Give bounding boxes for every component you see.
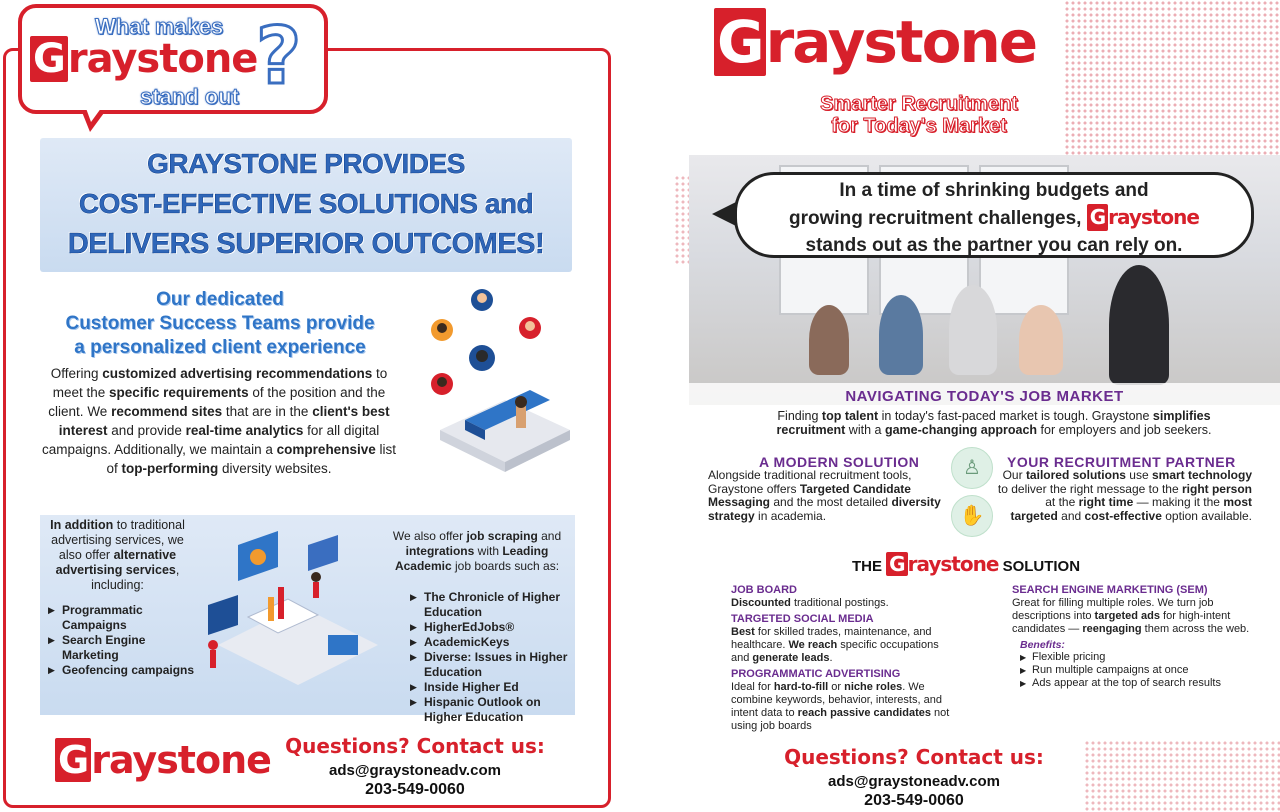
job-board-body xyxy=(731,597,956,610)
bold-text-run: Best xyxy=(731,626,755,638)
cs-heading-line-1: Our dedicated xyxy=(156,289,284,310)
bold-text-run: Discounted xyxy=(731,597,791,609)
text-run: to meet the xyxy=(52,366,388,400)
right-page xyxy=(634,0,1280,812)
text-run: — making it the xyxy=(1133,495,1224,509)
bold-text-run: diversity strategy xyxy=(708,495,941,523)
bold-text-run: tailored solutions xyxy=(1025,468,1126,482)
cs-heading-line-3: a personalized client experience xyxy=(74,337,366,358)
contact-block xyxy=(275,734,555,799)
nav-title: NAVIGATING TODAY'S JOB MARKET xyxy=(845,388,1124,405)
left-page xyxy=(0,0,628,812)
list-item: ▶ Programmatic Campaigns xyxy=(48,603,198,633)
list-item: ▶ Ads appear at the top of search results xyxy=(1020,677,1257,690)
modern-title: A MODERN SOLUTION xyxy=(759,454,920,470)
solution-heading: THE G raystone SOLUTION xyxy=(852,552,1081,576)
text-run: and the most detailed xyxy=(770,495,892,509)
nav-body xyxy=(744,409,1244,437)
bold-text-run: generate leads xyxy=(752,652,830,664)
text-run: Our xyxy=(1002,468,1026,482)
bold-text-run: integrations xyxy=(405,544,475,558)
text-run: Finding xyxy=(777,409,822,423)
text-run: diversity websites. xyxy=(218,461,332,476)
contact-email[interactable]: ads@graystoneadv.com xyxy=(329,762,501,779)
bold-text-run: customized advertising recommendations xyxy=(102,366,373,381)
text-run: use xyxy=(1125,468,1152,482)
banner-line-3: DELIVERS SUPERIOR OUTCOMES! xyxy=(67,228,545,260)
banner-line-1: GRAYSTONE PROVIDES xyxy=(147,148,465,179)
text-run: of the position and the client. We xyxy=(48,385,386,419)
text-run: for all digital campaigns. Additionally, we maintain a xyxy=(42,423,380,457)
alt-services-list xyxy=(48,603,198,678)
photo-person xyxy=(1109,265,1169,385)
text-run: with a xyxy=(845,423,885,437)
text-run: in today's fast-paced market is tough. Graystone xyxy=(878,409,1153,423)
benefits-list xyxy=(1020,651,1257,690)
list-item: ▶ HigherEdJobs® xyxy=(410,620,570,635)
text-run: to traditional advertising services, we also offer xyxy=(51,518,185,562)
bold-text-run: real-time analytics xyxy=(185,423,304,438)
bold-text-run: game-changing approach xyxy=(884,423,1038,437)
tagline xyxy=(769,93,1069,137)
job-boards-list xyxy=(410,590,570,725)
bubble-logo-text: raystone xyxy=(67,36,258,82)
banner-line-2: COST-EFFECTIVE SOLUTIONS and xyxy=(78,188,534,219)
sem-title: SEARCH ENGINE MARKETING (SEM) xyxy=(1012,584,1208,596)
cs-heading-line-2: Customer Success Teams provide xyxy=(65,313,375,334)
sem-body xyxy=(1012,597,1257,636)
text-run: or xyxy=(828,681,845,693)
right-contact-heading: Questions? Contact us: xyxy=(784,745,1044,769)
bubble-logo-text: raystone xyxy=(1108,205,1199,229)
list-item: ▶ Geofencing campaigns xyxy=(48,663,198,678)
list-item: ▶ Run multiple campaigns at once xyxy=(1020,664,1257,677)
bold-text-run: job scraping xyxy=(466,529,538,543)
analytics-illustration xyxy=(208,525,383,705)
text-run: and xyxy=(537,529,562,543)
text-run: . xyxy=(829,652,833,664)
alt-right-intro xyxy=(392,529,562,574)
solution-heading-post: SOLUTION xyxy=(1002,558,1081,575)
bold-text-run: niche roles xyxy=(844,681,903,693)
photo-person xyxy=(1019,305,1063,375)
photo-person xyxy=(809,305,849,375)
bold-text-run: reengaging xyxy=(1082,623,1142,635)
photo-person xyxy=(949,285,997,375)
text-run: and provide xyxy=(107,423,186,438)
solution-left-column xyxy=(731,584,956,733)
bold-text-run: specific requirements xyxy=(109,385,249,400)
right-logo-text: raystone xyxy=(765,8,1037,76)
right-contact-email[interactable]: ads@graystoneadv.com xyxy=(828,773,1000,790)
modern-body xyxy=(708,469,953,523)
bubble-pointer xyxy=(712,202,736,226)
bubble-text-line1: In a time of shrinking budgets and xyxy=(839,180,1149,201)
photo-person xyxy=(879,295,923,375)
cs-heading xyxy=(40,288,400,360)
cs-body-text xyxy=(36,364,402,478)
right-contact-phone[interactable]: 203-549-0060 xyxy=(864,792,964,809)
alt-intro-text xyxy=(40,518,195,593)
question-mark-icon: ? xyxy=(256,12,302,102)
bold-text-run: client's best interest xyxy=(58,404,390,438)
alternative-advertising-panel xyxy=(40,515,575,724)
right-contact-block xyxy=(764,745,1064,810)
text-run: . We combine keywords, behavior, interests, and intent data to xyxy=(731,681,942,719)
text-run: We also offer xyxy=(392,529,467,543)
right-logo: Graystone xyxy=(714,8,1036,76)
bold-text-run: top talent xyxy=(821,409,879,423)
list-item: ▶ Inside Higher Ed xyxy=(410,680,570,695)
bold-text-run: hard-to-fill xyxy=(773,681,829,693)
text-run: , including: xyxy=(91,563,180,592)
text-run: in academia. xyxy=(754,508,827,523)
text-run: for skilled trades, maintenance, and healthcare. xyxy=(731,626,932,651)
text-run: specific occupations and xyxy=(731,639,939,664)
handshake-icon: ✋ xyxy=(951,495,993,537)
programmatic-title: PROGRAMMATIC ADVERTISING xyxy=(731,668,901,680)
job-board-title: JOB BOARD xyxy=(731,584,798,596)
partner-body xyxy=(996,469,1252,523)
bubble-line3: stand out xyxy=(140,84,239,109)
headline-banner xyxy=(40,138,572,272)
footer-logo-text: raystone xyxy=(91,738,271,782)
bold-text-run: right person xyxy=(1181,481,1252,496)
text-run: that are in the xyxy=(222,404,313,419)
text-run: list of xyxy=(106,442,396,476)
text-run: Alongside traditional recruitment tools, Graystone offers xyxy=(708,468,912,496)
text-run: with xyxy=(474,544,503,558)
team-network-icon: ♙ xyxy=(951,447,993,489)
bold-text-run: most targeted xyxy=(1010,495,1252,523)
list-item: ▶ Hispanic Outlook on Higher Education xyxy=(410,695,570,725)
bold-text-run: In addition xyxy=(50,518,114,532)
tagline-line-2: for Today's Market xyxy=(831,115,1007,137)
bold-text-run: top-performing xyxy=(121,461,219,476)
bold-text-run: cost-effective xyxy=(1084,508,1162,523)
text-run: Great for filling multiple roles. We turn job descriptions into xyxy=(1012,597,1214,622)
text-run: traditional postings. xyxy=(790,597,889,609)
solution-heading-pre: THE xyxy=(852,558,882,575)
tagline-line-1: Smarter Recruitment xyxy=(820,93,1018,115)
partner-title: YOUR RECRUITMENT PARTNER xyxy=(1007,454,1236,470)
text-run: job boards such as: xyxy=(451,559,560,573)
list-item: ▶ Diverse: Issues in Higher Education xyxy=(410,650,570,680)
list-item: ▶ AcademicKeys xyxy=(410,635,570,650)
contact-phone[interactable]: 203-549-0060 xyxy=(365,781,465,798)
bold-text-run: targeted ads xyxy=(1094,610,1160,622)
list-item: ▶ Search Engine Marketing xyxy=(48,633,198,663)
bubble-tail-inner xyxy=(83,100,107,122)
text-run: option available. xyxy=(1161,508,1252,523)
contact-heading: Questions? Contact us: xyxy=(285,734,545,758)
text-run: not using job boards xyxy=(731,707,950,732)
bold-text-run: alternative advertising services xyxy=(55,548,177,577)
bold-text-run: recommend sites xyxy=(111,404,223,419)
list-item: ▶ Flexible pricing xyxy=(1020,651,1257,664)
text-run: Offering xyxy=(50,366,103,381)
dot-pattern-top xyxy=(1064,0,1280,160)
customer-service-illustration xyxy=(420,280,570,480)
solution-right-column xyxy=(1012,584,1257,690)
bubble-line1: What makes xyxy=(95,14,224,39)
bubble-text-line2: growing recruitment challenges, G raystone xyxy=(789,205,1199,229)
partner-bubble xyxy=(734,172,1254,258)
benefits-label: Benefits: xyxy=(1020,639,1065,651)
bold-text-run: comprehensive xyxy=(276,442,376,457)
social-title: TARGETED SOCIAL MEDIA xyxy=(731,613,874,625)
text-run: for high-intent candidates — xyxy=(1012,610,1231,635)
text-run: them across the web. xyxy=(1141,623,1250,635)
text-run: Ideal for xyxy=(731,681,774,693)
bold-text-run: We reach xyxy=(788,639,838,651)
bubble-text-line3: stands out as the partner you can rely on. xyxy=(805,235,1183,256)
programmatic-body xyxy=(731,681,956,733)
bold-text-run: smart technology xyxy=(1151,468,1252,482)
text-run: and xyxy=(1057,508,1085,523)
solution-logo-text: raystone xyxy=(907,552,999,576)
text-run: at the xyxy=(1045,495,1079,509)
social-body xyxy=(731,626,956,665)
bold-text-run: Leading Academic xyxy=(394,544,549,573)
bold-text-run: right time xyxy=(1078,495,1134,509)
text-run: to deliver the right message to the xyxy=(997,481,1182,496)
list-item: ▶ The Chronicle of Higher Education xyxy=(410,590,570,620)
bold-text-run: simplifies recruitment xyxy=(776,409,1211,437)
bubble-logo: Graystone xyxy=(30,36,257,82)
bold-text-run: Targeted Candidate Messaging xyxy=(708,481,911,509)
bold-text-run: reach passive candidates xyxy=(797,707,931,719)
bubble-text-line2-a: growing recruitment challenges, xyxy=(789,208,1082,229)
footer-logo: Graystone xyxy=(55,738,271,782)
text-run: for employers and job seekers. xyxy=(1037,423,1212,437)
dot-pattern-bottom xyxy=(1084,740,1280,812)
